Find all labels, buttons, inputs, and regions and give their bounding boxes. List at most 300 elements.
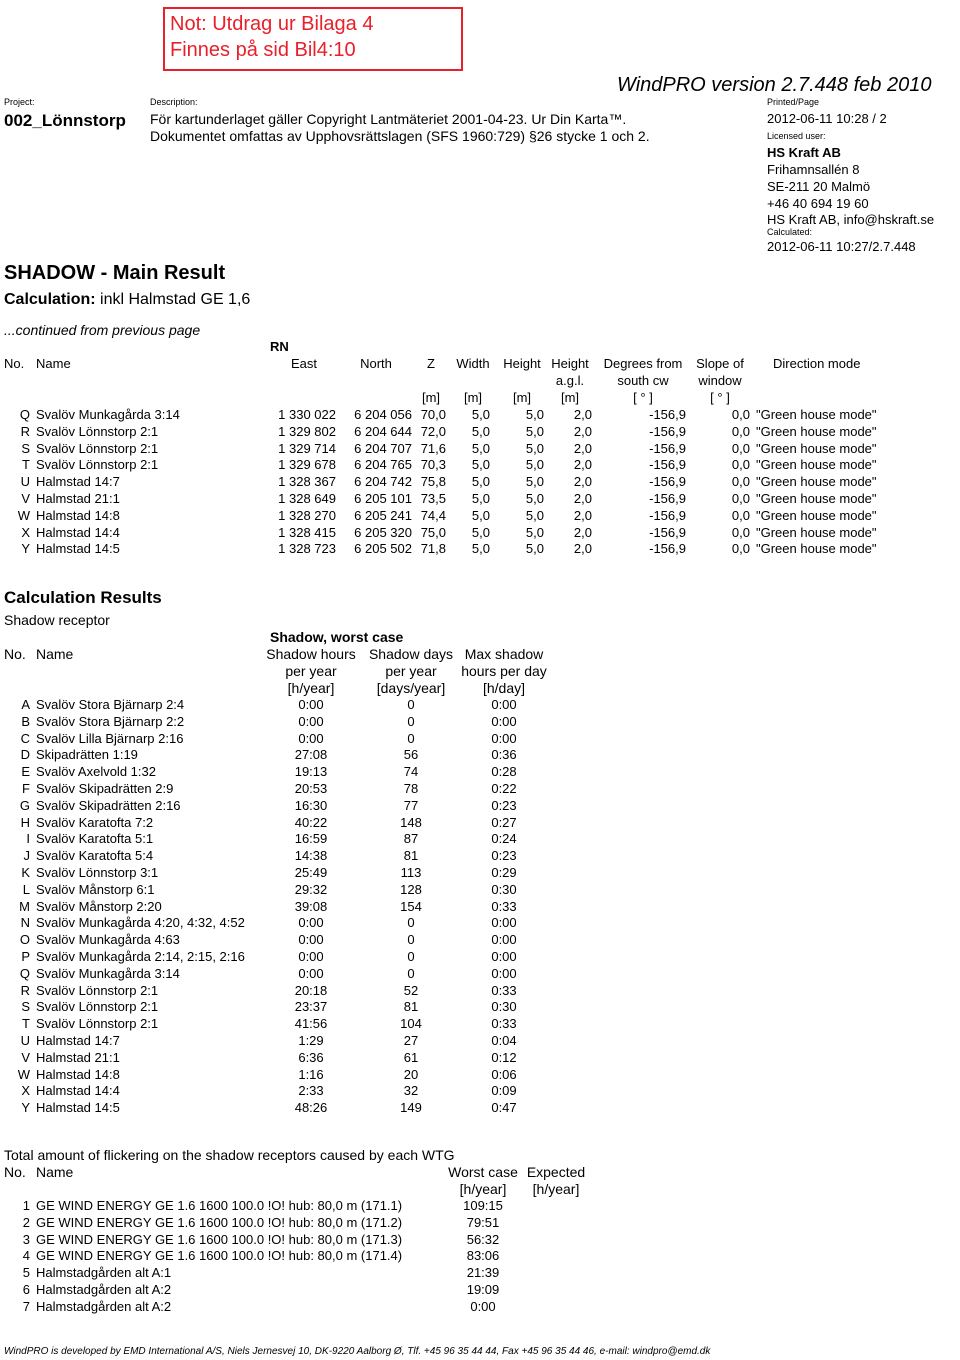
row-shadow-days: 52 bbox=[403, 982, 419, 998]
row-z: 70,0 bbox=[420, 407, 446, 422]
row-name: Svalöv Lönnstorp 2:1 bbox=[36, 457, 159, 473]
description-line-1: För kartunderlaget gäller Copyright Lantmäteriet 2001-04-23. Ur Din Karta™. bbox=[150, 111, 627, 127]
row-z: 75,8 bbox=[420, 474, 446, 490]
col-name: Name bbox=[36, 646, 74, 662]
row-height: 5,0 bbox=[525, 457, 544, 473]
licensee-name: HS Kraft AB bbox=[767, 145, 841, 160]
row-z: 73,5 bbox=[420, 491, 446, 506]
row-id: X bbox=[21, 1083, 30, 1099]
row-north: 6 205 502 bbox=[354, 541, 412, 557]
row-slope: 0,0 bbox=[731, 440, 750, 456]
row-shadow-days: 154 bbox=[400, 898, 422, 914]
row-id: 2 bbox=[22, 1214, 30, 1230]
results-row bbox=[0, 798, 960, 815]
row-id: D bbox=[20, 747, 30, 763]
calculation-line bbox=[4, 291, 250, 309]
row-shadow-days: 27 bbox=[403, 1033, 419, 1048]
unit-degrees: [ ° ] bbox=[633, 390, 653, 405]
flicker-header-row-2 bbox=[0, 1181, 960, 1198]
project-label: Project: bbox=[4, 97, 35, 107]
row-width: 5,0 bbox=[471, 491, 490, 506]
row-id: O bbox=[19, 932, 30, 948]
row-degrees: -156,9 bbox=[649, 423, 686, 439]
row-slope: 0,0 bbox=[731, 491, 750, 506]
col-slope: Slope of bbox=[696, 356, 744, 371]
receptor-row bbox=[0, 541, 960, 558]
row-shadow-hours: 48:26 bbox=[294, 1100, 328, 1116]
row-width: 5,0 bbox=[471, 457, 490, 473]
row-shadow-days: 56 bbox=[403, 747, 419, 763]
row-direction-mode: "Green house mode" bbox=[756, 407, 877, 422]
row-z: 72,0 bbox=[420, 423, 446, 439]
row-east: 1 330 022 bbox=[278, 407, 336, 422]
results-row bbox=[0, 1067, 960, 1084]
row-shadow-hours: 0:00 bbox=[298, 697, 324, 712]
receptor-row bbox=[0, 525, 960, 542]
row-shadow-days: 32 bbox=[403, 1083, 419, 1099]
row-shadow-hours: 41:56 bbox=[294, 1016, 328, 1032]
col-max-shadow: Max shadow bbox=[464, 646, 544, 662]
col-name: Name bbox=[36, 356, 71, 371]
row-direction-mode: "Green house mode" bbox=[756, 457, 877, 473]
col-direction: Direction mode bbox=[773, 356, 861, 371]
version-label: WindPRO version 2.7.448 feb 2010 bbox=[617, 74, 932, 96]
results-row bbox=[0, 865, 960, 882]
receptor-row bbox=[0, 407, 960, 424]
col-z: Z bbox=[427, 356, 435, 371]
row-id: B bbox=[21, 713, 30, 729]
row-east: 1 329 678 bbox=[278, 457, 336, 473]
row-max-shadow: 0:30 bbox=[491, 999, 517, 1015]
results-title: Calculation Results bbox=[4, 588, 162, 607]
row-shadow-hours: 0:00 bbox=[298, 730, 324, 746]
row-shadow-days: 128 bbox=[400, 881, 422, 897]
results-row bbox=[0, 1100, 960, 1117]
flicker-row bbox=[0, 1248, 960, 1265]
row-name: Svalöv Munkagårda 4:63 bbox=[36, 932, 180, 948]
row-name: Svalöv Munkagårda 3:14 bbox=[36, 407, 180, 422]
row-slope: 0,0 bbox=[731, 407, 750, 422]
notice-line-2: Finnes på sid Bil4:10 bbox=[170, 39, 356, 61]
row-name: Halmstadgården alt A:2 bbox=[36, 1298, 172, 1314]
row-z: 71,6 bbox=[420, 440, 446, 456]
row-name: Halmstad 14:5 bbox=[36, 541, 120, 557]
results-units-row bbox=[0, 680, 960, 697]
row-shadow-days: 113 bbox=[400, 865, 422, 880]
row-height-agl: 2,0 bbox=[573, 457, 592, 473]
row-north: 6 205 320 bbox=[354, 524, 412, 540]
results-row bbox=[0, 999, 960, 1016]
row-height-agl: 2,0 bbox=[573, 440, 592, 456]
row-slope: 0,0 bbox=[731, 524, 750, 540]
row-max-shadow: 0:23 bbox=[491, 797, 517, 813]
col-degrees: Degrees from bbox=[603, 356, 683, 371]
row-id: A bbox=[21, 697, 30, 712]
description-label: Description: bbox=[150, 97, 198, 107]
row-name: Svalöv Lilla Bjärnarp 2:16 bbox=[36, 730, 184, 746]
row-direction-mode: "Green house mode" bbox=[756, 507, 877, 523]
footer-note: WindPRO is developed by EMD International A/S, Niels Jernesvej 10, DK-9220 Aalborg Ø, Tlf. +45 96 35 44 44, Fax +45 96 35 44 46, e-mail: windpro@emd.dk bbox=[4, 1346, 711, 1357]
row-direction-mode: "Green house mode" bbox=[756, 491, 877, 506]
results-row bbox=[0, 747, 960, 764]
row-shadow-days: 78 bbox=[403, 781, 419, 796]
row-degrees: -156,9 bbox=[649, 440, 686, 456]
row-name: Svalöv Lönnstorp 2:1 bbox=[36, 982, 159, 998]
row-shadow-hours: 39:08 bbox=[294, 898, 328, 914]
row-id: V bbox=[21, 491, 30, 506]
row-shadow-days: 81 bbox=[403, 999, 419, 1015]
licensee-email: HS Kraft AB, info@hskraft.se bbox=[767, 212, 935, 227]
row-id: V bbox=[21, 1049, 30, 1065]
row-name: Svalöv Munkagårda 4:20, 4:32, 4:52 bbox=[36, 915, 245, 931]
row-id: 1 bbox=[22, 1198, 30, 1213]
row-shadow-days: 0 bbox=[407, 949, 415, 964]
flicker-row bbox=[0, 1299, 960, 1316]
row-direction-mode: "Green house mode" bbox=[756, 541, 877, 557]
row-id: S bbox=[21, 440, 30, 456]
row-slope: 0,0 bbox=[731, 474, 750, 490]
row-max-shadow: 0:27 bbox=[491, 814, 517, 830]
results-row bbox=[0, 882, 960, 899]
row-width: 5,0 bbox=[471, 541, 490, 557]
row-width: 5,0 bbox=[471, 524, 490, 540]
row-id: H bbox=[20, 814, 30, 830]
row-name: Halmstad 14:5 bbox=[36, 1100, 120, 1116]
row-shadow-days: 104 bbox=[400, 1016, 422, 1032]
row-id: R bbox=[20, 982, 30, 998]
row-degrees: -156,9 bbox=[649, 457, 686, 473]
row-degrees: -156,9 bbox=[649, 507, 686, 523]
row-worst-case: 19:09 bbox=[466, 1282, 500, 1297]
row-max-shadow: 0:00 bbox=[491, 932, 517, 948]
row-shadow-hours: 16:30 bbox=[294, 797, 328, 813]
row-direction-mode: "Green house mode" bbox=[756, 524, 877, 540]
results-row bbox=[0, 915, 960, 932]
row-shadow-hours: 20:18 bbox=[294, 982, 328, 998]
row-height: 5,0 bbox=[525, 541, 544, 557]
row-shadow-days: 0 bbox=[407, 697, 415, 712]
row-id: 6 bbox=[22, 1282, 30, 1297]
col-north: North bbox=[360, 356, 392, 371]
row-max-shadow: 0:33 bbox=[491, 898, 517, 914]
continued-note: ...continued from previous page bbox=[4, 322, 201, 338]
row-shadow-hours: 25:49 bbox=[294, 865, 328, 880]
row-max-shadow: 0:33 bbox=[491, 982, 517, 998]
row-id: R bbox=[20, 423, 30, 439]
row-shadow-days: 0 bbox=[407, 730, 415, 746]
row-max-shadow: 0:00 bbox=[491, 697, 517, 712]
results-row bbox=[0, 983, 960, 1000]
flicker-row bbox=[0, 1232, 960, 1249]
row-shadow-hours: 27:08 bbox=[294, 747, 328, 763]
flicker-row bbox=[0, 1282, 960, 1299]
results-row bbox=[0, 1083, 960, 1100]
row-id: X bbox=[21, 524, 30, 540]
row-worst-case: 79:51 bbox=[466, 1214, 500, 1230]
row-name: GE WIND ENERGY GE 1.6 1600 100.0 !O! hub: 80,0 m (171.2) bbox=[36, 1214, 403, 1230]
row-id: U bbox=[20, 474, 30, 490]
row-shadow-hours: 0:00 bbox=[298, 915, 324, 931]
col-no: No. bbox=[4, 356, 25, 371]
row-shadow-days: 148 bbox=[400, 814, 422, 830]
results-row bbox=[0, 932, 960, 949]
col-east: East bbox=[290, 356, 317, 371]
row-z: 71,8 bbox=[420, 541, 446, 557]
row-id: N bbox=[20, 915, 30, 931]
unit-width: [m] bbox=[463, 390, 483, 405]
unit-slope: [ ° ] bbox=[710, 390, 730, 405]
col-shadow-days: Shadow days bbox=[368, 646, 454, 662]
licensee-address-2: SE-211 20 Malmö bbox=[767, 179, 871, 194]
col-height-agl-sub: a.g.l. bbox=[555, 373, 585, 388]
results-row bbox=[0, 1033, 960, 1050]
notice-box bbox=[163, 7, 463, 71]
col-no: No. bbox=[4, 646, 26, 662]
licensee-address-1: Frihamnsallén 8 bbox=[767, 162, 860, 177]
col-slope-sub: window bbox=[698, 373, 742, 388]
row-name: GE WIND ENERGY GE 1.6 1600 100.0 !O! hub: 80,0 m (171.1) bbox=[36, 1198, 403, 1213]
row-id: 7 bbox=[22, 1298, 30, 1314]
row-id: 3 bbox=[22, 1231, 30, 1247]
row-id: I bbox=[26, 831, 30, 847]
results-row bbox=[0, 697, 960, 714]
row-width: 5,0 bbox=[471, 423, 490, 439]
col-worst-case: Worst case bbox=[448, 1164, 518, 1180]
row-degrees: -156,9 bbox=[649, 474, 686, 490]
row-name: Svalöv Lönnstorp 2:1 bbox=[36, 440, 159, 456]
row-name: Svalöv Stora Bjärnarp 2:4 bbox=[36, 697, 185, 712]
row-max-shadow: 0:00 bbox=[491, 965, 517, 981]
results-row bbox=[0, 1050, 960, 1067]
row-shadow-hours: 0:00 bbox=[298, 932, 324, 948]
row-shadow-days: 0 bbox=[407, 915, 415, 931]
licensed-label: Licensed user: bbox=[767, 131, 826, 141]
row-name: Halmstad 14:7 bbox=[36, 1033, 120, 1048]
row-name: Svalöv Munkagårda 3:14 bbox=[36, 965, 180, 981]
row-id: Y bbox=[21, 541, 30, 557]
row-worst-case: 0:00 bbox=[470, 1298, 496, 1314]
row-width: 5,0 bbox=[471, 440, 490, 456]
printed-label: Printed/Page bbox=[767, 97, 820, 107]
row-id: F bbox=[22, 781, 30, 796]
row-id: T bbox=[22, 457, 30, 473]
row-shadow-days: 87 bbox=[403, 831, 419, 847]
row-width: 5,0 bbox=[471, 474, 490, 490]
unit-max: [h/day] bbox=[482, 680, 526, 696]
row-shadow-days: 81 bbox=[403, 848, 419, 864]
row-east: 1 328 415 bbox=[278, 524, 336, 540]
flicker-row bbox=[0, 1215, 960, 1232]
row-id: Q bbox=[19, 965, 30, 981]
row-shadow-hours: 16:59 bbox=[294, 831, 328, 847]
row-worst-case: 83:06 bbox=[466, 1248, 500, 1264]
row-max-shadow: 0:22 bbox=[491, 781, 517, 796]
row-shadow-days: 74 bbox=[403, 764, 419, 780]
flicker-row bbox=[0, 1198, 960, 1215]
row-max-shadow: 0:00 bbox=[491, 713, 517, 729]
col-shadow-hours: Shadow hours bbox=[266, 646, 356, 662]
unit-agl: [m] bbox=[560, 390, 580, 405]
unit-hours: [h/year] bbox=[287, 680, 335, 696]
rn-group-header: RN bbox=[270, 339, 289, 354]
row-height-agl: 2,0 bbox=[573, 407, 592, 422]
row-direction-mode: "Green house mode" bbox=[756, 423, 877, 439]
row-name: Halmstad 14:8 bbox=[36, 1066, 120, 1082]
row-height: 5,0 bbox=[525, 474, 544, 490]
receptor-row bbox=[0, 491, 960, 508]
receptor-row bbox=[0, 508, 960, 525]
row-name: Svalöv Lönnstorp 2:1 bbox=[36, 999, 159, 1015]
row-height: 5,0 bbox=[525, 507, 544, 523]
row-name: GE WIND ENERGY GE 1.6 1600 100.0 !O! hub: 80,0 m (171.4) bbox=[36, 1248, 403, 1264]
row-direction-mode: "Green house mode" bbox=[756, 440, 877, 456]
licensee-phone: +46 40 694 19 60 bbox=[767, 196, 869, 211]
row-name: Halmstad 14:8 bbox=[36, 507, 120, 523]
results-row bbox=[0, 848, 960, 865]
flicker-row bbox=[0, 1265, 960, 1282]
row-shadow-hours: 0:00 bbox=[298, 949, 324, 964]
row-slope: 0,0 bbox=[731, 541, 750, 557]
row-id: C bbox=[20, 730, 30, 746]
row-height: 5,0 bbox=[525, 524, 544, 540]
row-height-agl: 2,0 bbox=[573, 423, 592, 439]
row-shadow-days: 0 bbox=[407, 932, 415, 948]
row-shadow-hours: 23:37 bbox=[294, 999, 328, 1015]
row-z: 70,3 bbox=[420, 457, 446, 473]
row-north: 6 204 765 bbox=[354, 457, 412, 473]
row-id: T bbox=[22, 1016, 30, 1032]
row-max-shadow: 0:23 bbox=[491, 848, 517, 864]
row-id: U bbox=[20, 1033, 30, 1048]
row-max-shadow: 0:09 bbox=[491, 1083, 517, 1099]
row-name: Svalöv Månstorp 2:20 bbox=[36, 898, 162, 914]
row-degrees: -156,9 bbox=[649, 407, 686, 422]
row-name: GE WIND ENERGY GE 1.6 1600 100.0 !O! hub: 80,0 m (171.3) bbox=[36, 1231, 403, 1247]
row-id: P bbox=[21, 949, 30, 964]
printed-value: 2012-06-11 10:28 / 2 bbox=[767, 111, 887, 126]
row-name: Svalöv Månstorp 6:1 bbox=[36, 881, 155, 897]
row-name: Halmstad 14:4 bbox=[36, 524, 120, 540]
col-name: Name bbox=[36, 1164, 74, 1180]
results-row bbox=[0, 966, 960, 983]
col-height-agl: Height bbox=[551, 356, 589, 371]
results-row bbox=[0, 949, 960, 966]
row-north: 6 204 056 bbox=[354, 407, 412, 422]
results-group-header: Shadow, worst case bbox=[270, 629, 404, 645]
row-height-agl: 2,0 bbox=[573, 491, 592, 506]
calculation-label: Calculation: bbox=[4, 291, 96, 308]
receptor-units-row bbox=[0, 390, 960, 407]
results-row bbox=[0, 731, 960, 748]
row-height-agl: 2,0 bbox=[573, 524, 592, 540]
row-east: 1 329 714 bbox=[278, 440, 336, 456]
row-shadow-hours: 29:32 bbox=[294, 881, 328, 897]
results-row bbox=[0, 714, 960, 731]
row-height: 5,0 bbox=[525, 491, 544, 506]
results-header-row-1 bbox=[0, 646, 960, 663]
receptor-row bbox=[0, 474, 960, 491]
row-north: 6 205 101 bbox=[354, 491, 412, 506]
results-row bbox=[0, 1016, 960, 1033]
row-max-shadow: 0:30 bbox=[491, 881, 517, 897]
row-shadow-hours: 1:16 bbox=[298, 1066, 324, 1082]
unit-days: [days/year] bbox=[376, 680, 446, 696]
row-height: 5,0 bbox=[525, 440, 544, 456]
row-shadow-hours: 20:53 bbox=[294, 781, 328, 796]
row-worst-case: 21:39 bbox=[466, 1265, 500, 1281]
unit-expected: [h/year] bbox=[532, 1181, 580, 1197]
row-name: Svalöv Lönnstorp 3:1 bbox=[36, 865, 159, 880]
row-width: 5,0 bbox=[471, 407, 490, 422]
row-height: 5,0 bbox=[525, 423, 544, 439]
row-name: Halmstadgården alt A:2 bbox=[36, 1282, 172, 1297]
calculated-label: Calculated: bbox=[767, 227, 813, 237]
row-north: 6 204 742 bbox=[354, 474, 412, 490]
notice-line-1: Not: Utdrag ur Bilaga 4 bbox=[170, 13, 374, 35]
results-row bbox=[0, 764, 960, 781]
row-name: Halmstad 21:1 bbox=[36, 1049, 120, 1065]
col-max-shadow-sub: hours per day bbox=[461, 663, 547, 679]
row-slope: 0,0 bbox=[731, 507, 750, 523]
row-id: 4 bbox=[22, 1248, 30, 1264]
row-shadow-days: 149 bbox=[400, 1100, 422, 1116]
row-height-agl: 2,0 bbox=[573, 474, 592, 490]
col-expected: Expected bbox=[526, 1164, 586, 1180]
row-id: 5 bbox=[22, 1265, 30, 1281]
unit-z: [m] bbox=[421, 390, 441, 405]
row-name: Halmstad 14:4 bbox=[36, 1083, 120, 1099]
row-shadow-days: 0 bbox=[407, 965, 415, 981]
row-degrees: -156,9 bbox=[649, 524, 686, 540]
row-id: E bbox=[21, 764, 30, 780]
row-id: Y bbox=[21, 1100, 30, 1116]
row-name: Svalöv Skipadrätten 2:16 bbox=[36, 797, 181, 813]
receptor-row bbox=[0, 424, 960, 441]
row-z: 75,0 bbox=[420, 524, 446, 540]
results-row bbox=[0, 815, 960, 832]
flicker-title: Total amount of flickering on the shadow receptors caused by each WTG bbox=[4, 1147, 455, 1163]
row-name: Skipadrätten 1:19 bbox=[36, 747, 138, 763]
row-name: Svalöv Stora Bjärnarp 2:2 bbox=[36, 713, 185, 729]
row-name: Svalöv Axelvold 1:32 bbox=[36, 764, 156, 780]
col-width: Width bbox=[456, 356, 490, 371]
row-name: Svalöv Lönnstorp 2:1 bbox=[36, 423, 159, 439]
row-id: G bbox=[19, 797, 30, 813]
row-id: W bbox=[17, 1066, 30, 1082]
flicker-header-row-1 bbox=[0, 1164, 960, 1181]
results-row bbox=[0, 831, 960, 848]
row-id: Q bbox=[19, 407, 30, 422]
row-id: S bbox=[21, 999, 30, 1015]
row-east: 1 328 270 bbox=[278, 507, 336, 523]
row-max-shadow: 0:33 bbox=[491, 1016, 517, 1032]
row-width: 5,0 bbox=[471, 507, 490, 523]
row-degrees: -156,9 bbox=[649, 491, 686, 506]
row-name: Svalöv Skipadrätten 2:9 bbox=[36, 781, 174, 796]
row-shadow-days: 77 bbox=[403, 797, 419, 813]
row-shadow-hours: 0:00 bbox=[298, 965, 324, 981]
calculation-value: inkl Halmstad GE 1,6 bbox=[100, 291, 251, 308]
receptor-header-row-1 bbox=[0, 356, 960, 373]
receptor-header-row-2 bbox=[0, 373, 960, 390]
description-line-2: Dokumentet omfattas av Upphovsrättslagen (SFS 1960:729) §26 stycke 1 och 2. bbox=[150, 128, 650, 144]
row-height: 5,0 bbox=[525, 407, 544, 422]
col-degrees-sub: south cw bbox=[617, 373, 669, 388]
row-max-shadow: 0:04 bbox=[491, 1033, 517, 1048]
row-slope: 0,0 bbox=[731, 423, 750, 439]
row-height-agl: 2,0 bbox=[573, 541, 592, 557]
row-name: Svalöv Karatofta 7:2 bbox=[36, 814, 154, 830]
